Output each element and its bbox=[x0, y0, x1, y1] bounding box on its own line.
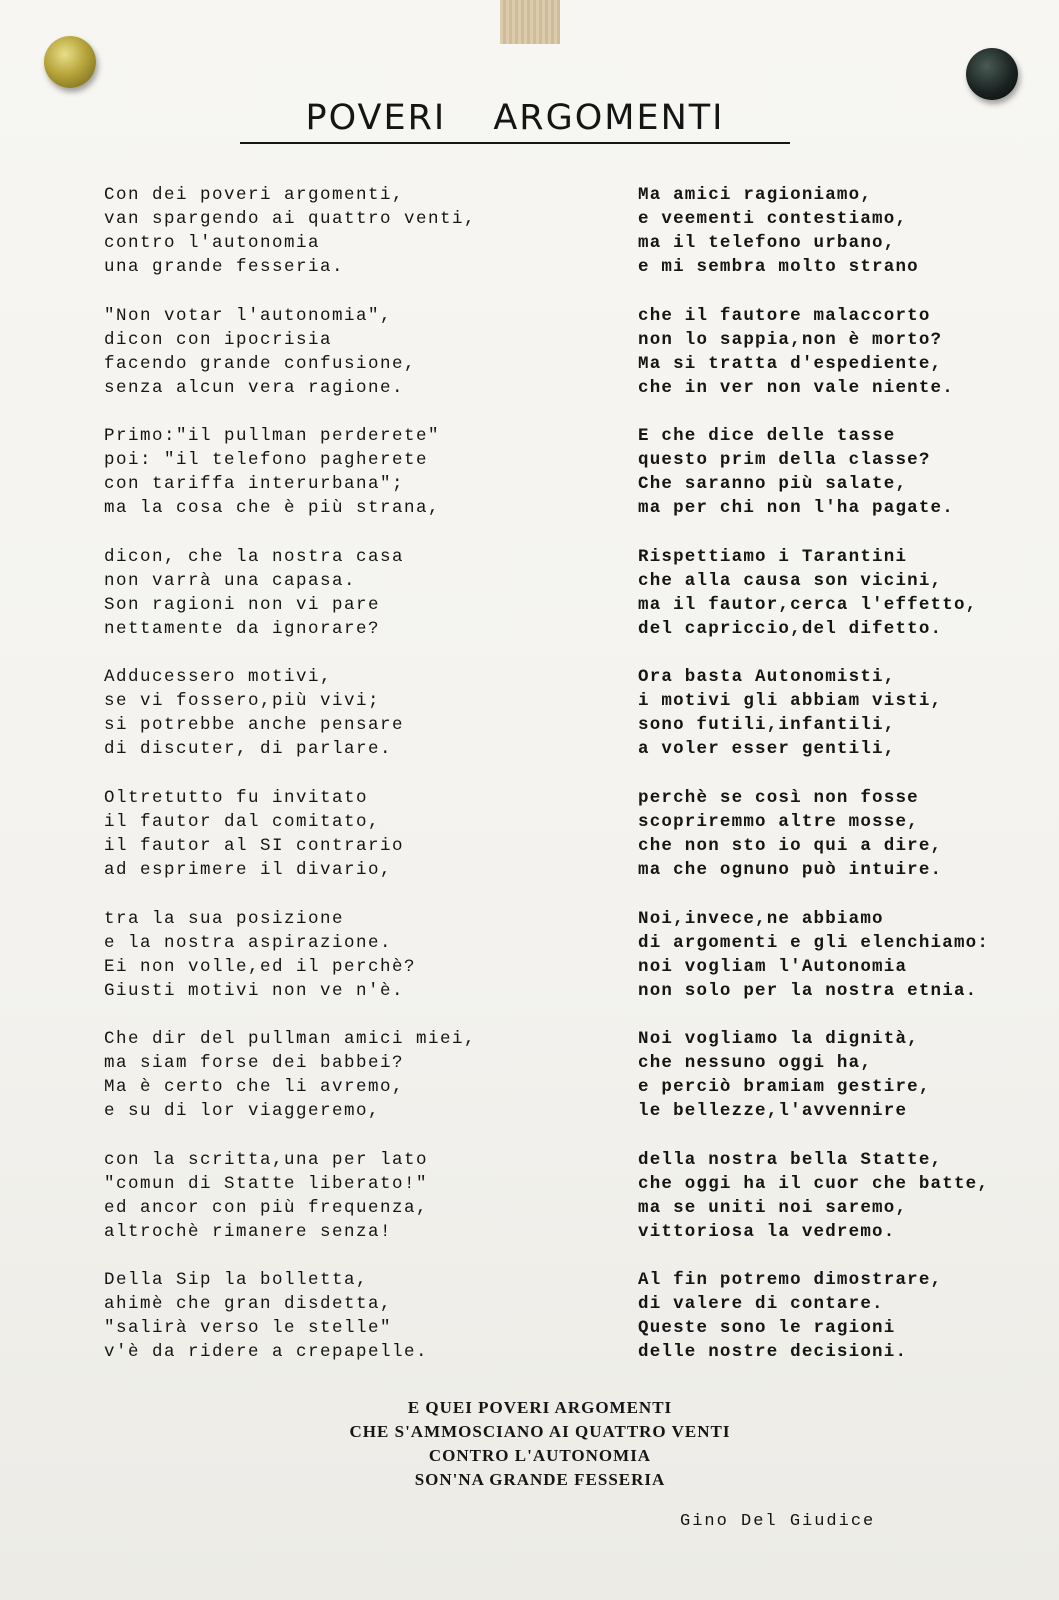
verse-line: che il fautore malaccorto bbox=[638, 305, 931, 326]
stanza bbox=[104, 1148, 544, 1244]
verse-line: ma se uniti noi saremo, bbox=[638, 1197, 908, 1218]
refrain-line: SON'NA GRANDE FESSERIA bbox=[414, 1470, 666, 1489]
poem-refrain bbox=[330, 1396, 750, 1492]
verse-line: dicon con ipocrisia bbox=[104, 329, 333, 350]
stanza bbox=[638, 424, 1048, 520]
verse-line: scopriremmo altre mosse, bbox=[638, 811, 919, 832]
verse-line: "Non votar l'autonomia", bbox=[104, 305, 393, 326]
stanza bbox=[638, 786, 1048, 882]
verse-line: Che dir del pullman amici miei, bbox=[104, 1029, 477, 1050]
verse-line: poi: "il telefono pagherete bbox=[104, 450, 429, 471]
stanza bbox=[104, 665, 544, 761]
verse-line: Queste sono le ragioni bbox=[638, 1318, 896, 1339]
verse-line: ma la cosa che è più strana, bbox=[104, 498, 441, 519]
verse-line: il fautor al SI contrario bbox=[104, 835, 405, 856]
verse-line: questo prim della classe? bbox=[638, 450, 931, 471]
verse-line: non solo per la nostra etnia. bbox=[638, 980, 978, 1001]
adhesive-tape bbox=[500, 0, 560, 44]
verse-line: e veementi contestiamo, bbox=[638, 209, 908, 229]
verse-line: Ma si tratta d'espediente, bbox=[638, 353, 943, 374]
stanza bbox=[104, 1268, 544, 1364]
verse-line: ma siam forse dei babbei? bbox=[104, 1053, 405, 1074]
verse-line: contro l'autonomia bbox=[104, 233, 321, 253]
pushpin-icon bbox=[966, 48, 1018, 100]
verse-line: ad esprimere il divario, bbox=[104, 859, 393, 880]
verse-line: "salirà verso le stelle" bbox=[104, 1318, 393, 1339]
verse-line: sono futili,infantili, bbox=[638, 715, 896, 736]
verse-line: Oltretutto fu invitato bbox=[104, 787, 369, 808]
verse-line: Della Sip la bolletta, bbox=[104, 1270, 369, 1291]
verse-line: v'è da ridere a crepapelle. bbox=[104, 1342, 429, 1363]
verse-line: perchè se così non fosse bbox=[638, 787, 919, 808]
verse-line: con la scritta,una per lato bbox=[104, 1149, 429, 1170]
stanza bbox=[104, 786, 544, 882]
verse-line: che oggi ha il cuor che batte, bbox=[638, 1173, 990, 1194]
verse-line: ma che ognuno può intuire. bbox=[638, 859, 943, 880]
verse-line: il fautor dal comitato, bbox=[104, 811, 381, 832]
verse-line: van spargendo ai quattro venti, bbox=[104, 209, 477, 229]
refrain-line: E QUEI POVERI ARGOMENTI bbox=[407, 1398, 673, 1417]
verse-line: con tariffa interurbana"; bbox=[104, 474, 405, 495]
stanza bbox=[638, 545, 1048, 641]
verse-line: di valere di contare. bbox=[638, 1294, 884, 1315]
verse-line: Ora basta Autonomisti, bbox=[638, 667, 896, 688]
verse-line: senza alcun vera ragione. bbox=[104, 377, 405, 398]
verse-line: non varrà una capasa. bbox=[104, 570, 357, 591]
verse-line: Noi,invece,ne abbiamo bbox=[638, 908, 884, 929]
verse-line: delle nostre decisioni. bbox=[638, 1342, 908, 1363]
verse-line: e perciò bramiam gestire, bbox=[638, 1077, 931, 1098]
poem-column-left bbox=[104, 183, 544, 1389]
poem-column-right bbox=[638, 183, 1048, 1389]
verse-line: dicon, che la nostra casa bbox=[104, 546, 405, 567]
pushpin-icon bbox=[44, 36, 96, 88]
verse-line: ma il fautor,cerca l'effetto, bbox=[638, 594, 978, 615]
refrain-line: CONTRO L'AUTONOMIA bbox=[428, 1446, 652, 1465]
verse-line: Adducessero motivi, bbox=[104, 667, 333, 688]
verse-line: Ma è certo che li avremo, bbox=[104, 1077, 405, 1098]
stanza bbox=[104, 304, 544, 400]
verse-line: Con dei poveri argomenti, bbox=[104, 185, 405, 205]
verse-line: Ei non volle,ed il perchè? bbox=[104, 956, 417, 977]
stanza bbox=[104, 1027, 544, 1123]
verse-line: ma il telefono urbano, bbox=[638, 233, 896, 253]
verse-line: Primo:"il pullman perderete" bbox=[104, 426, 441, 447]
stanza bbox=[638, 304, 1048, 400]
stanza bbox=[104, 545, 544, 641]
verse-line: E che dice delle tasse bbox=[638, 426, 896, 447]
verse-line: le bellezze,l'avvennire bbox=[638, 1101, 908, 1122]
verse-line: altrochè rimanere senza! bbox=[104, 1221, 393, 1242]
verse-line: una grande fesseria. bbox=[104, 257, 345, 277]
stanza bbox=[104, 424, 544, 520]
stanza bbox=[104, 907, 544, 1003]
verse-line: "comun di Statte liberato!" bbox=[104, 1173, 429, 1194]
verse-line: della nostra bella Statte, bbox=[638, 1149, 943, 1170]
verse-line: e mi sembra molto strano bbox=[638, 257, 919, 277]
verse-line: di discuter, di parlare. bbox=[104, 739, 393, 760]
verse-line: Rispettiamo i Tarantini bbox=[638, 546, 908, 567]
verse-line: Giusti motivi non ve n'è. bbox=[104, 980, 405, 1001]
verse-line: non lo sappia,non è morto? bbox=[638, 329, 943, 350]
verse-line: facendo grande confusione, bbox=[104, 353, 417, 374]
stanza bbox=[638, 665, 1048, 761]
verse-line: Noi vogliamo la dignità, bbox=[638, 1029, 919, 1050]
stanza bbox=[638, 1268, 1048, 1364]
verse-line: Che saranno più salate, bbox=[638, 474, 908, 495]
verse-line: di argomenti e gli elenchiamo: bbox=[638, 932, 990, 953]
verse-line: Son ragioni non vi pare bbox=[104, 594, 381, 615]
poem-title: POVERI ARGOMENTI bbox=[240, 98, 790, 144]
verse-line: Al fin potremo dimostrare, bbox=[638, 1270, 943, 1291]
stanza bbox=[638, 1027, 1048, 1123]
refrain-line: CHE S'AMMOSCIANO AI QUATTRO VENTI bbox=[349, 1422, 731, 1441]
stanza bbox=[638, 183, 1048, 279]
verse-line: si potrebbe anche pensare bbox=[104, 715, 405, 736]
verse-line: Ma amici ragioniamo, bbox=[638, 185, 873, 205]
verse-line: e la nostra aspirazione. bbox=[104, 932, 393, 953]
verse-line: tra la sua posizione bbox=[104, 908, 345, 929]
stanza bbox=[104, 183, 544, 279]
stanza bbox=[638, 1148, 1048, 1244]
verse-line: che nessuno oggi ha, bbox=[638, 1053, 873, 1074]
verse-line: che in ver non vale niente. bbox=[638, 377, 954, 398]
verse-line: ahimè che gran disdetta, bbox=[104, 1294, 393, 1315]
verse-line: che non sto io qui a dire, bbox=[638, 835, 943, 856]
verse-line: se vi fossero,più vivi; bbox=[104, 691, 381, 712]
poem-author: Gino Del Giudice bbox=[680, 1512, 876, 1531]
stanza bbox=[638, 907, 1048, 1003]
verse-line: del capriccio,del difetto. bbox=[638, 618, 943, 639]
verse-line: che alla causa son vicini, bbox=[638, 570, 943, 591]
verse-line: vittoriosa la vedremo. bbox=[638, 1221, 896, 1242]
verse-line: a voler esser gentili, bbox=[638, 739, 896, 760]
verse-line: i motivi gli abbiam visti, bbox=[638, 691, 943, 712]
verse-line: e su di lor viaggeremo, bbox=[104, 1101, 381, 1122]
verse-line: ed ancor con più frequenza, bbox=[104, 1197, 429, 1218]
verse-line: noi vogliam l'Autonomia bbox=[638, 956, 908, 977]
verse-line: ma per chi non l'ha pagate. bbox=[638, 498, 954, 519]
verse-line: nettamente da ignorare? bbox=[104, 618, 381, 639]
